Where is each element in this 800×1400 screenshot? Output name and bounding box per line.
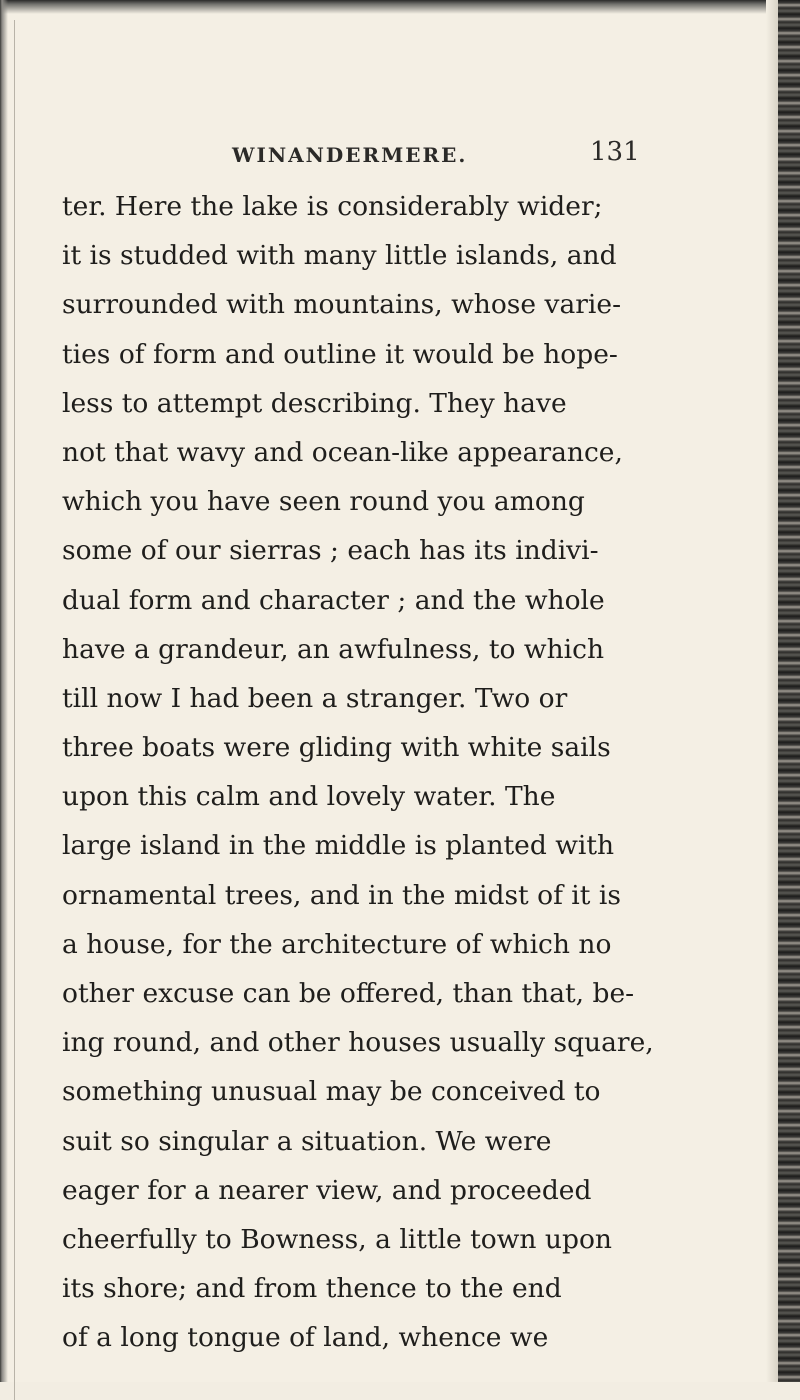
text-line: dual form and character ; and the whole [62,584,605,616]
text-line: upon this calm and lovely water. The [62,781,556,813]
page-number: 131 [590,137,640,167]
text-line: cheerfully to Bowness, a little town upon [62,1223,612,1255]
text-line: its shore; and from thence to the end [62,1273,562,1305]
binding-edge [778,0,800,1382]
text-line: till now I had been a stranger. Two or [62,682,568,714]
text-line: some of our sierras ; each has its indivi- [62,535,599,567]
binding-gutter [766,0,778,1382]
text-line: large island in the middle is planted with [62,830,615,862]
scan-left-edge [0,0,8,1382]
text-line: surrounded with mountains, whose varie- [62,289,622,321]
text-line: it is studded with many little islands, and [62,240,617,272]
text-line: ornamental trees, and in the midst of it is [62,879,621,911]
text-line: of a long tongue of land, whence we [62,1322,549,1354]
text-line: which you have seen round you among [62,486,585,518]
text-line: have a grandeur, an awfulness, to which [62,633,605,665]
text-line: ing round, and other houses usually square, [62,1027,654,1059]
text-line: ter. Here the lake is considerably wider; [62,191,603,222]
text-line: less to attempt describing. They have [62,387,567,419]
text-line: eager for a nearer view, and proceeded [62,1174,592,1206]
body-text [62,182,662,1363]
text-line: not that wavy and ocean-like appearance, [62,436,623,468]
text-line: other excuse can be offered, than that, be- [62,978,635,1009]
running-head: WINANDERMERE. [232,143,468,167]
text-line: suit so singular a situation. We were [62,1125,552,1157]
text-line: three boats were gliding with white sails [62,732,611,764]
scan-top-shadow [0,0,800,14]
text-line: ties of form and outline it would be hope- [62,338,618,370]
page-header [0,137,800,177]
text-line: something unusual may be conceived to [62,1076,601,1108]
text-line: a house, for the architecture of which no [62,928,612,960]
page-border-line [14,20,15,1400]
